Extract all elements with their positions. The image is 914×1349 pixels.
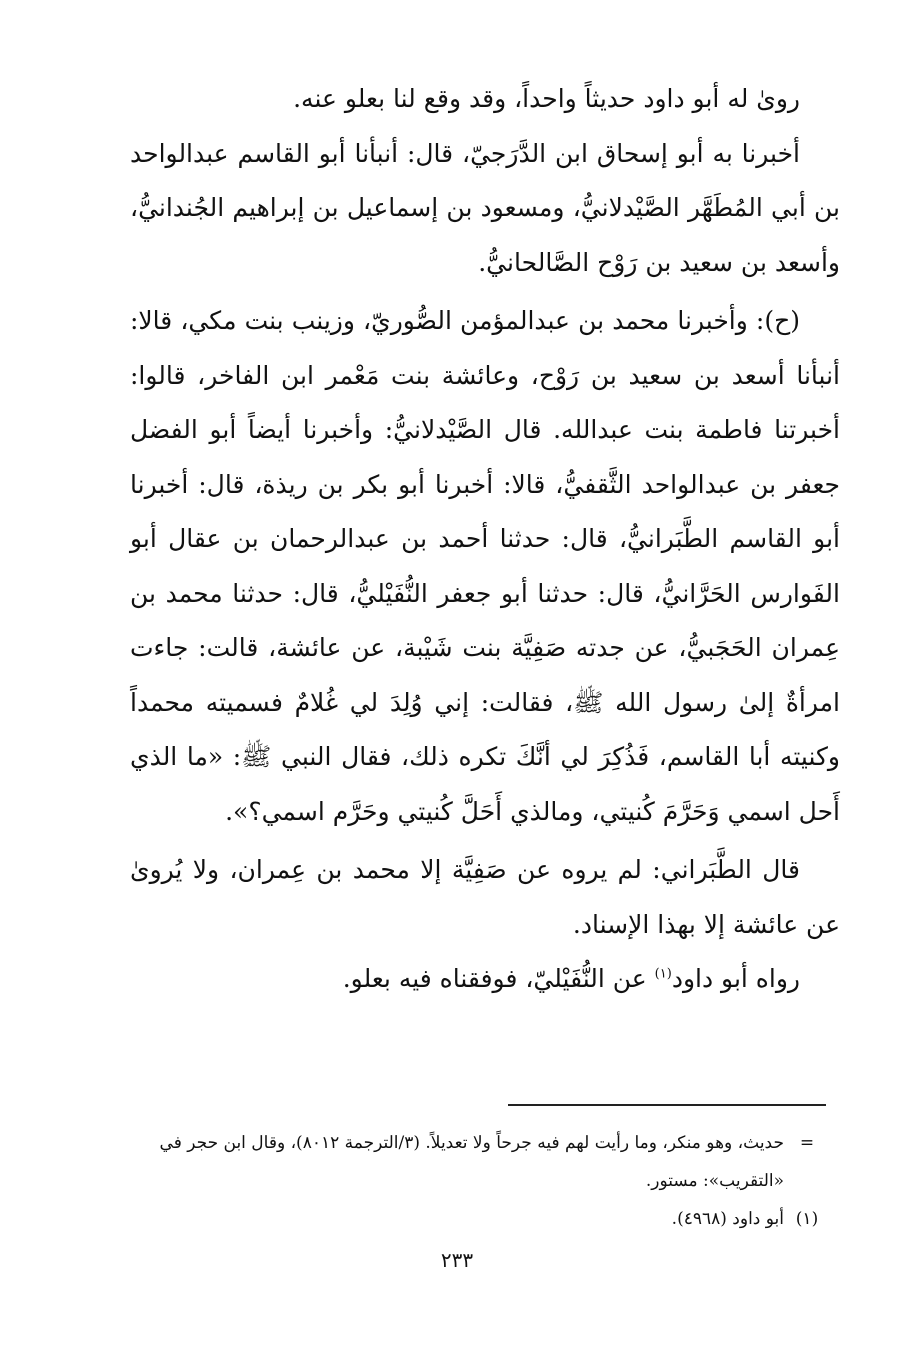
paragraph-5-start: رواه أبو داود [671, 964, 800, 993]
footnote-1 [130, 1200, 830, 1238]
footnote-1-text: أبو داود (٤٩٦٨). [671, 1209, 784, 1229]
paragraph-3: (ح): وأخبرنا محمد بن عبدالمؤمن الصُّوريّ، وزينب بنت مكي، قالا: أنبأنا أسعد بن سعيد بن رَوْح، وعائشة بنت مَعْمر ابن الفاخر، قالوا: أخبرتنا فاطمة بنت عبدالله. قال الصَّيْدلانيُّ: وأخبرنا أيضاً أبو الفضل جعفر بن عبدالواحد الثَّقفيُّ، قالا: أخبرنا أبو بكر بن ريذة، قال: أخبرنا أبو القاسم الطَّبَرانيُّ، قال: حدثنا أحمد بن عبدالرحمان بن عقال أبو الفَوارس الحَرَّانيُّ، قال: حدثنا أبو جعفر النُّفَيْليُّ، قال: حدثنا محمد بن عِمران الحَجَبيُّ، عن جدته صَفِيَّة بنت شَيْبة، عن عائشة، قالت: جاءت امرأةٌ إلىٰ رسول الله ﷺ، فقالت: إني وُلِدَ لي غُلامٌ فسميته محمداً وكنيته أبا القاسم، فَذُكِرَ لي أنَّكَ تكره ذلك، فقال النبي ﷺ: «ما الذي أَحل اسمي وَحَرَّمَ كُنيتي، ومالذي أَحَلَّ كُنيتي وحَرَّم اسمي؟». [130, 306, 840, 826]
footnote-continuation [130, 1124, 830, 1200]
footnote-continuation-text: حديث، وهو منكر، وما رأيت لهم فيه جرحاً ولا تعديلاً. (٣/الترجمة ٨٠١٢)، وقال ابن حجر في «التقريب»: مستور. [159, 1133, 784, 1191]
page-number: ٢٣٣ [440, 1248, 474, 1272]
paragraph-5 [130, 952, 840, 1007]
paragraph-4: قال الطَّبَراني: لم يروه عن صَفِيَّة إلا محمد بن عِمران، ولا يُرویٰ عن عائشة إلا بهذا الإسناد. [130, 855, 840, 939]
footnote-reference-1: (١) [654, 966, 672, 982]
footnote-1-marker: (١) [795, 1209, 819, 1229]
footnote-continuation-marker: = [799, 1133, 815, 1153]
footnotes-block [130, 1124, 830, 1238]
paragraph-5-end: عن النُّفَيْليّ، فوفقناه فيه بعلو. [342, 964, 655, 993]
footnote-separator [508, 1104, 826, 1106]
paragraph-1: رویٰ له أبو داود حديثاً واحداً، وقد وقع لنا بعلو عنه. [293, 84, 800, 113]
paragraph-2: أخبرنا به أبو إسحاق ابن الدَّرَجيّ، قال: أنبأنا أبو القاسم عبدالواحد بن أبي المُطَهَّر الصَّيْدلانيُّ، ومسعود بن إسماعيل بن إبراهيم الجُندانيُّ، وأسعد بن سعيد بن رَوْح الصَّالحانيُّ. [130, 138, 840, 277]
main-text-block [130, 72, 840, 1007]
